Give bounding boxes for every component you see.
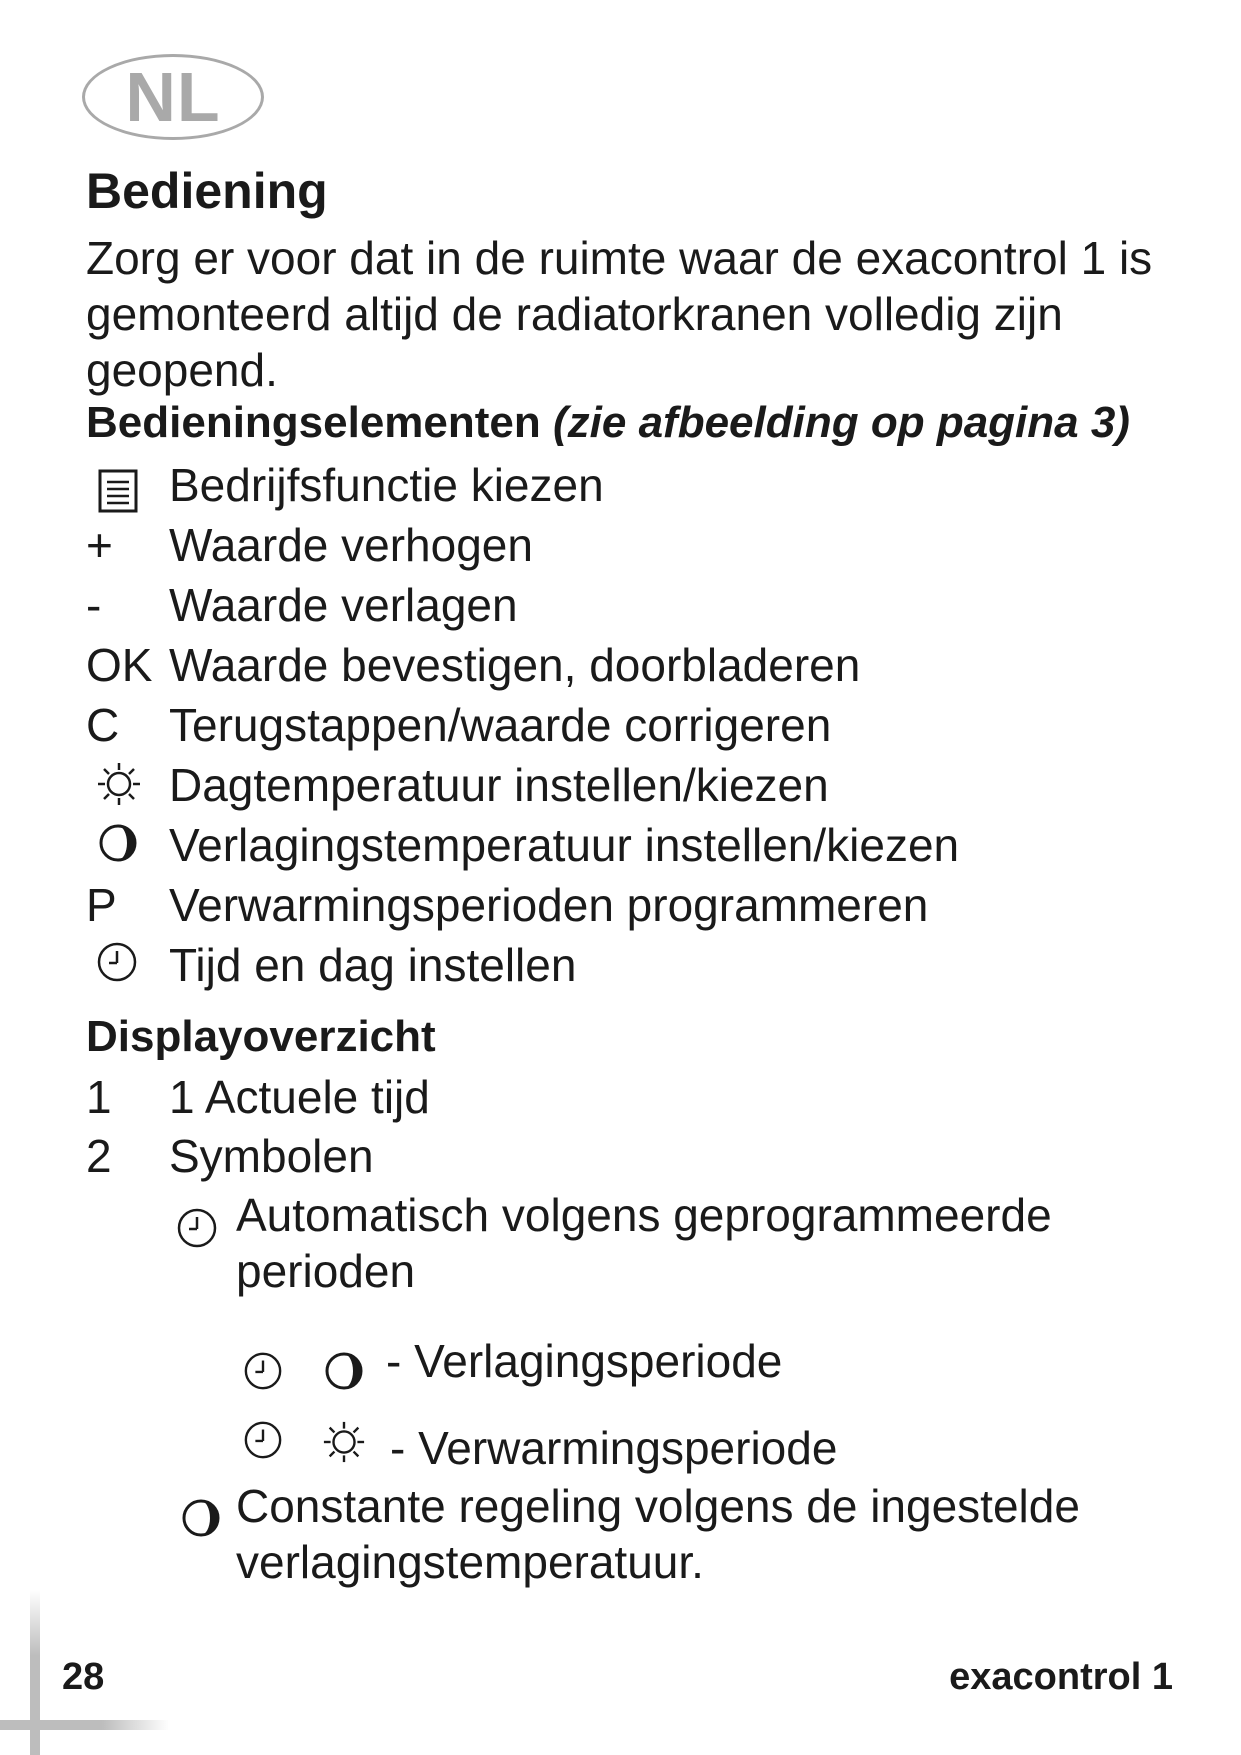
crop-mark-horizontal bbox=[0, 1720, 170, 1730]
language-badge bbox=[82, 54, 264, 140]
sun-icon bbox=[96, 761, 142, 807]
clock-icon bbox=[243, 1420, 283, 1460]
automatic-mode-text: Automatisch volgens geprogrammeerde perioden bbox=[236, 1189, 1052, 1297]
display-key: 1 bbox=[86, 1071, 112, 1123]
control-item-menu bbox=[0, 455, 1241, 515]
product-name: exacontrol 1 bbox=[949, 1656, 1173, 1698]
page-title: Bediening bbox=[86, 163, 328, 219]
display-key: 2 bbox=[86, 1130, 112, 1182]
control-key: C bbox=[86, 699, 120, 751]
control-key bbox=[86, 455, 166, 515]
control-item-plus bbox=[0, 515, 1241, 575]
display-text: 1 Actuele tijd bbox=[169, 1071, 430, 1123]
control-key: OK bbox=[86, 639, 153, 691]
control-text: Waarde verlagen bbox=[169, 579, 518, 631]
setback-period-text: - Verlagingsperiode bbox=[386, 1335, 783, 1387]
control-key bbox=[86, 935, 166, 995]
heating-period-text: - Verwarmingsperiode bbox=[390, 1422, 838, 1474]
intro-paragraph: Zorg er voor dat in de ruimte waar de exacontrol 1 is gemonteerd altijd de radiatorkranen volledig zijn geopend. bbox=[86, 232, 1153, 396]
language-badge-label: NL bbox=[125, 58, 221, 136]
constant-mode-text: Constante regeling volgens de ingestelde verlagingstemperatuur. bbox=[236, 1480, 1080, 1588]
control-text: Tijd en dag instellen bbox=[169, 939, 577, 991]
clock-icon bbox=[243, 1351, 283, 1391]
sun-icon bbox=[322, 1420, 366, 1464]
control-item-ok bbox=[0, 635, 1241, 695]
controls-heading-italic: (zie afbeelding op pagina 3) bbox=[553, 398, 1130, 447]
display-text: Symbolen bbox=[169, 1130, 374, 1182]
half-moon-icon bbox=[181, 1498, 221, 1538]
menu-icon bbox=[98, 469, 138, 513]
control-text: Waarde bevestigen, doorbladeren bbox=[169, 639, 861, 691]
control-text: Waarde verhogen bbox=[169, 519, 533, 571]
control-text: Verwarmingsperioden programmeren bbox=[169, 879, 929, 931]
control-item-c bbox=[0, 695, 1241, 755]
control-key: P bbox=[86, 879, 117, 931]
control-item-p bbox=[0, 875, 1241, 935]
control-item-clock bbox=[0, 935, 1241, 995]
display-heading: Displayoverzicht bbox=[86, 1012, 436, 1061]
display-item-time bbox=[0, 1067, 1241, 1127]
control-item-setback-temperature bbox=[0, 815, 1241, 875]
page-number: 28 bbox=[62, 1656, 105, 1698]
control-item-day-temperature bbox=[0, 755, 1241, 815]
half-moon-icon bbox=[98, 823, 138, 863]
control-key: + bbox=[86, 519, 113, 571]
clock-icon bbox=[96, 941, 138, 983]
half-moon-icon bbox=[324, 1351, 364, 1391]
control-key bbox=[86, 815, 166, 875]
clock-icon bbox=[176, 1207, 218, 1249]
controls-heading bbox=[86, 398, 1130, 448]
control-key: - bbox=[86, 579, 102, 631]
control-text: Bedrijfsfunctie kiezen bbox=[169, 459, 604, 511]
control-key bbox=[86, 755, 166, 815]
control-item-minus bbox=[0, 575, 1241, 635]
control-text: Dagtemperatuur instellen/kiezen bbox=[169, 759, 829, 811]
controls-heading-bold: Bedieningselementen bbox=[86, 398, 541, 447]
crop-mark-vertical bbox=[30, 1590, 40, 1755]
control-text: Terugstappen/waarde corrigeren bbox=[169, 699, 832, 751]
control-text: Verlagingstemperatuur instellen/kiezen bbox=[169, 819, 960, 871]
display-item-symbols bbox=[0, 1126, 1241, 1186]
